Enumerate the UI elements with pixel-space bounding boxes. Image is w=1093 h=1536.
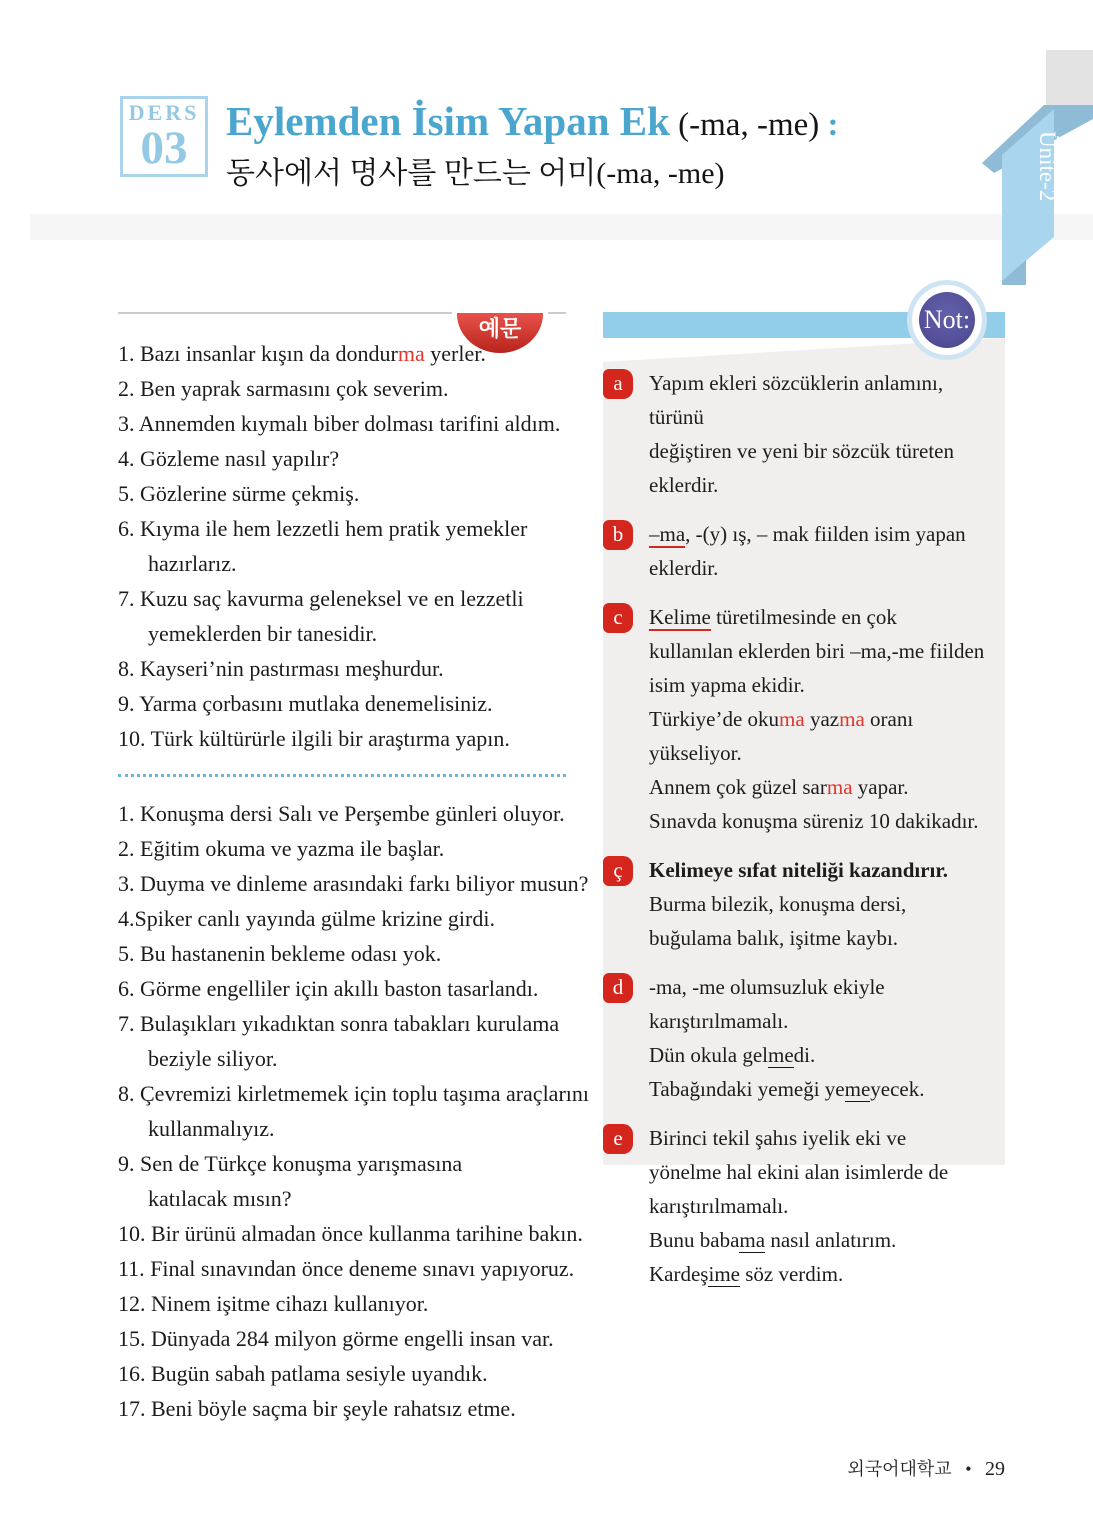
text-segment-red: ma: [779, 707, 805, 731]
example-item: [118, 1321, 596, 1356]
item-number: 8.: [118, 656, 140, 681]
text-segment: Gözleme nasıl yapılır?: [140, 446, 340, 471]
example-item: [118, 581, 596, 651]
note-text: [649, 1121, 995, 1291]
item-number: 17.: [118, 1396, 151, 1421]
text-segment: di.: [793, 1043, 816, 1067]
text-segment-u: me: [844, 1077, 871, 1101]
text-segment: Bazı insanlar kışın da dondur: [140, 341, 398, 366]
text-segment: Dünyada 284 milyon görme engelli insan var.: [151, 1326, 554, 1351]
page-footer: [847, 1455, 1005, 1481]
text-segment: Annemden kıymalı biber dolması tarifini aldım.: [138, 411, 561, 436]
item-number: 16.: [118, 1361, 151, 1386]
lesson-number: 03: [120, 124, 208, 177]
note-item: [603, 853, 1005, 955]
item-number: 1.: [118, 801, 140, 826]
note-letter-badge: e: [603, 1124, 633, 1154]
unit-tab-ribbon: [980, 45, 1093, 285]
example-item: [118, 796, 596, 831]
text-segment: Ninem işitme cihazı kullanıyor.: [151, 1291, 429, 1316]
text-segment: Final sınavından önce deneme sınavı yapıyoruz.: [150, 1256, 575, 1281]
note-text: [649, 517, 995, 585]
text-segment-u: me: [767, 1043, 794, 1067]
example-item: [118, 1146, 596, 1216]
note-item: [603, 517, 1005, 585]
note-item: [603, 1121, 1005, 1291]
item-number: 6.: [118, 976, 140, 1001]
text-segment: oranı yükseliyor.: [649, 707, 914, 765]
text-segment: Spiker canlı yayında gülme krizine girdi.: [134, 906, 495, 931]
text-segment: kullanmalıyız.: [148, 1116, 275, 1141]
text-segment-b: Kelimeye sıfat niteliği kazandırır.: [649, 858, 949, 882]
example-item: [118, 721, 596, 756]
text-segment: Konuşma dersi Salı ve Perşembe günleri oluyor.: [140, 801, 565, 826]
text-segment-red: ma: [826, 775, 853, 799]
text-segment: türetilmesinde en çok: [710, 605, 897, 629]
text-segment: karıştırılmamalı.: [649, 1194, 789, 1218]
note-letter-badge: c: [603, 603, 633, 633]
note-item: [603, 600, 1005, 838]
title-main: Eylemden İsim Yapan Ek: [226, 98, 670, 144]
title-colon: :: [819, 107, 839, 143]
text-segment: karıştırılmamalı.: [649, 1009, 789, 1033]
text-segment: Kuzu saç kavurma geleneksel ve en lezzetli: [140, 586, 524, 611]
text-segment: Bulaşıkları yıkadıktan sonra tabakları kurulama: [140, 1011, 560, 1036]
item-number: 12.: [118, 1291, 151, 1316]
corner-gray-block: [1046, 50, 1093, 105]
note-letter-badge: ç: [603, 856, 633, 886]
text-segment: isim yapma ekidir.: [649, 673, 805, 697]
note-item: [603, 366, 1005, 502]
text-segment-u: ma: [739, 1228, 766, 1252]
footer-school: 외국어대학교: [847, 1459, 952, 1479]
example-item: [118, 1286, 596, 1321]
note-letter-badge: b: [603, 520, 633, 550]
note-panel: [603, 305, 1005, 1286]
text-segment: Bugün sabah patlama sesiyle uyandık.: [151, 1361, 488, 1386]
footer-bullet: •: [965, 1459, 972, 1479]
item-number: 15.: [118, 1326, 151, 1351]
item-number: 10.: [118, 726, 151, 751]
text-segment: -ma, -me olumsuzluk ekiyle: [649, 975, 885, 999]
text-segment: buğulama balık, işitme kaybı.: [649, 926, 899, 950]
text-segment: yecek.: [870, 1077, 925, 1101]
text-segment: değiştiren ve yeni bir sözcük türeten eklerdir.: [649, 439, 954, 497]
note-text: [649, 600, 995, 838]
text-segment: Dün okula gel: [649, 1043, 768, 1067]
text-segment: Bunu baba: [649, 1228, 740, 1252]
text-segment: Görme engelliler için akıllı baston tasarlandı.: [140, 976, 539, 1001]
example-item: [118, 1251, 596, 1286]
text-segment: kullanılan eklerden biri –ma,-me fiilden: [649, 639, 985, 663]
text-segment: Tabağındaki yemeği ye: [649, 1077, 845, 1101]
item-number: 7.: [118, 586, 140, 611]
text-segment: Burma bilezik, konuşma dersi,: [649, 892, 907, 916]
note-letter-badge: a: [603, 369, 633, 399]
note-letter-badge: d: [603, 973, 633, 1003]
item-number: 8.: [118, 1081, 140, 1106]
note-item: [603, 970, 1005, 1106]
text-segment: Yapım ekleri sözcüklerin anlamını, türünü: [649, 371, 944, 429]
header-underlay-band: [30, 214, 1093, 240]
text-segment: beziyle siliyor.: [148, 1046, 278, 1071]
item-number: 9.: [118, 1151, 140, 1176]
item-number: 1.: [118, 341, 140, 366]
example-badge: 예문: [457, 313, 543, 353]
example-item: [118, 476, 596, 511]
note-badge-label: Not:: [919, 292, 975, 348]
text-segment: Yarma çorbasını mutlaka denemelisiniz.: [139, 691, 493, 716]
note-badge: [907, 280, 987, 360]
note-text: [649, 970, 995, 1106]
item-number: 6.: [118, 516, 140, 541]
example-item: [118, 1356, 596, 1391]
text-segment-red: ma: [839, 707, 865, 731]
text-segment: Duyma ve dinleme arasındaki farkı biliyor musun?: [140, 871, 589, 896]
text-segment: Bir ürünü almadan önce kullanma tarihine bakın.: [151, 1221, 583, 1246]
example-item: [118, 511, 596, 581]
text-segment: yönelme hal ekini alan isimlerde de: [649, 1160, 949, 1184]
text-segment-ured: –ma: [649, 522, 686, 546]
example-item: [118, 686, 596, 721]
example-item: [118, 831, 596, 866]
example-list-2: [118, 796, 596, 1426]
page-title: [226, 98, 926, 148]
text-segment: Kardeş: [649, 1262, 709, 1286]
text-segment: nasıl anlatırım.: [765, 1228, 897, 1252]
item-number: 4.: [118, 446, 140, 471]
text-segment: Türkiye’de oku: [649, 707, 780, 731]
item-number: 7.: [118, 1011, 140, 1036]
page-subtitle-korean: 동사에서 명사를 만드는 어미(-ma, -me): [226, 157, 725, 190]
example-item: [118, 866, 596, 901]
text-segment: Kıyma ile hem lezzetli hem pratik yemekler: [140, 516, 528, 541]
text-segment: yerler.: [424, 341, 486, 366]
text-segment: Bu hastanenin bekleme odası yok.: [140, 941, 442, 966]
text-segment: Birinci tekil şahıs iyelik eki ve: [649, 1126, 907, 1150]
example-item: [118, 1391, 596, 1426]
text-segment: Türk kültürürle ilgili bir araştırma yapın.: [150, 726, 510, 751]
text-segment: söz verdim.: [739, 1262, 844, 1286]
page-header: [226, 98, 926, 194]
lesson-number-badge: [120, 96, 208, 177]
text-segment: yemeklerden bir tanesidir.: [148, 621, 378, 646]
example-item: [118, 1076, 596, 1146]
unit-tab-label: Ünite-2: [1035, 131, 1060, 202]
example-item: [118, 336, 596, 371]
footer-separator: [956, 1459, 961, 1479]
example-item: [118, 406, 596, 441]
example-item: [118, 1006, 596, 1076]
example-item: [118, 371, 596, 406]
text-segment: Kayseri’nin pastırması meşhurdur.: [140, 656, 444, 681]
item-number: 2.: [118, 376, 140, 401]
text-segment: yapar.: [852, 775, 909, 799]
example-item: [118, 901, 596, 936]
text-segment: Gözlerine sürme çekmiş.: [140, 481, 360, 506]
example-item: [118, 1216, 596, 1251]
text-segment-u: ime: [708, 1262, 740, 1286]
text-segment: Eğitim okuma ve yazma ile başlar.: [140, 836, 445, 861]
item-number: 5.: [118, 481, 140, 506]
text-segment: Annem çok güzel sar: [649, 775, 827, 799]
text-segment: , -(y) ış, – mak fiilden isim yapan eklerdir.: [649, 522, 966, 580]
item-number: 4.: [118, 906, 135, 931]
title-suffix: (-ma, -me): [669, 107, 820, 143]
footer-separator2: [976, 1459, 981, 1479]
note-items: [603, 366, 1005, 1306]
text-segment: Ben yaprak sarmasını çok severim.: [140, 376, 449, 401]
example-item: [118, 971, 596, 1006]
text-segment: Sınavda konuşma süreniz 10 dakikadır.: [649, 809, 979, 833]
note-text: [649, 853, 995, 955]
note-text: [649, 366, 995, 502]
item-number: 3.: [118, 411, 139, 436]
example-list-1: [118, 336, 596, 756]
item-number: 9.: [118, 691, 140, 716]
text-segment: hazırlarız.: [148, 551, 237, 576]
item-number: 3.: [118, 871, 140, 896]
text-segment: Beni böyle saçma bir şeyle rahatsız etme.: [151, 1396, 516, 1421]
text-segment: katılacak mısın?: [148, 1186, 292, 1211]
dotted-separator: [118, 774, 566, 777]
item-number: 10.: [118, 1221, 151, 1246]
example-item: [118, 936, 596, 971]
text-segment: yaz: [804, 707, 840, 731]
text-segment: Çevremizi kirletmemek için toplu taşıma araçlarını: [140, 1081, 590, 1106]
item-number: 2.: [118, 836, 140, 861]
example-item: [118, 441, 596, 476]
item-number: 5.: [118, 941, 140, 966]
text-segment: Sen de Türkçe konuşma yarışmasına: [140, 1151, 463, 1176]
footer-page-number: 29: [985, 1458, 1005, 1480]
text-segment-ured: Kelime: [649, 605, 711, 629]
lesson-label: DERS: [120, 96, 208, 124]
text-segment-red: ma: [397, 341, 425, 366]
example-item: [118, 651, 596, 686]
item-number: 11.: [118, 1256, 151, 1281]
